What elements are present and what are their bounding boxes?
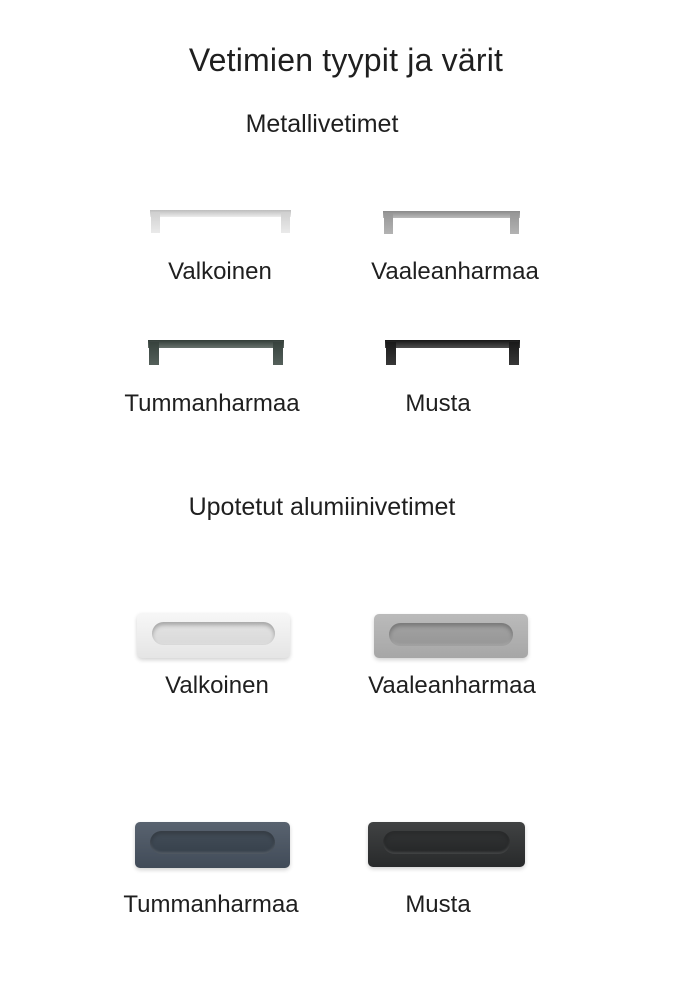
handle-leg-left xyxy=(384,213,393,234)
metal-handle-white-image xyxy=(150,210,291,233)
recessed-handle-white-image xyxy=(137,613,290,658)
handle-leg-right xyxy=(509,342,519,365)
recessed-handle-dark-gray-image xyxy=(135,822,290,868)
metal-handle-light-gray-image xyxy=(383,211,520,234)
page-title: Vetimien tyypit ja värit xyxy=(188,42,504,78)
label-metal-white: Valkoinen xyxy=(168,258,272,285)
handle-leg-left xyxy=(149,342,159,365)
handle-leg-left xyxy=(151,212,160,233)
handle-bar xyxy=(383,211,520,218)
label-recessed-dark-gray: Tummanharmaa xyxy=(123,891,299,918)
recessed-handle-light-gray-image xyxy=(374,614,528,658)
handle-recess xyxy=(150,831,275,854)
label-metal-light-gray: Vaaleanharmaa xyxy=(371,258,539,285)
handle-leg-left xyxy=(386,342,396,365)
label-metal-dark-gray: Tummanharmaa xyxy=(124,390,300,417)
section-heading-recessed-handles: Upotetut alumiinivetimet xyxy=(188,493,456,521)
section-heading-metal-handles: Metallivetimet xyxy=(245,110,399,138)
handle-leg-right xyxy=(510,213,519,234)
label-recessed-white: Valkoinen xyxy=(165,672,269,699)
recessed-handle-black-image xyxy=(368,822,525,867)
metal-handle-dark-gray-image xyxy=(148,340,284,365)
handle-recess xyxy=(389,623,513,646)
label-recessed-black: Musta xyxy=(405,891,471,918)
handle-bar xyxy=(385,340,520,348)
label-metal-black: Musta xyxy=(405,390,471,417)
handle-bar xyxy=(150,210,291,217)
metal-handle-black-image xyxy=(385,340,520,365)
handle-bar xyxy=(148,340,284,348)
handle-recess xyxy=(152,622,275,645)
handle-recess xyxy=(383,831,510,854)
handle-leg-right xyxy=(273,342,283,365)
handle-leg-right xyxy=(281,212,290,233)
label-recessed-light-gray: Vaaleanharmaa xyxy=(368,672,536,699)
